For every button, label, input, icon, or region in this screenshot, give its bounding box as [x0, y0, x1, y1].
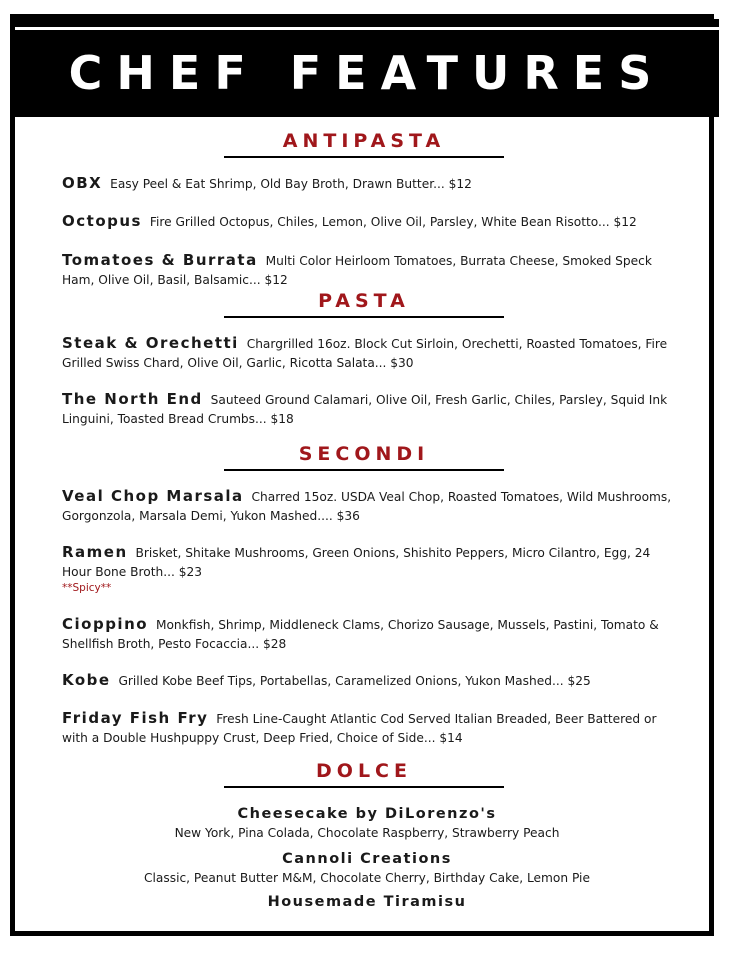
item-description: Brisket, Shitake Mushrooms, Green Onions, Shishito Peppers, Micro Cilantro, Egg, 24 Hour Bone Broth... $23 — [62, 546, 651, 579]
dessert-name: Cheesecake by DiLorenzo's — [237, 806, 497, 822]
item-description: Monkfish, Shrimp, Middleneck Clams, Chorizo Sausage, Mussels, Pastini, Tomato & Shellfish Broth, Pesto Focaccia... $28 — [62, 618, 659, 651]
menu-item — [62, 390, 672, 429]
item-name: Tomatoes & Burrata — [62, 251, 258, 269]
dessert-item — [60, 849, 674, 887]
dessert-item — [60, 892, 674, 912]
section-title-secondi: SECONDI — [224, 443, 504, 471]
item-name: Veal Chop Marsala — [62, 487, 244, 505]
menu-item — [62, 709, 672, 748]
section-title-pasta: PASTA — [224, 290, 504, 318]
item-description: Grilled Kobe Beef Tips, Portabellas, Caramelized Onions, Yukon Mashed... $25 — [118, 674, 591, 688]
item-description: Charred 15oz. USDA Veal Chop, Roasted Tomatoes, Wild Mushrooms, Gorgonzola, Marsala Demi, Yukon Mashed.... $36 — [62, 490, 672, 523]
item-name: Friday Fish Fry — [62, 709, 209, 727]
menu-item — [62, 251, 672, 290]
dessert-description: New York, Pina Colada, Chocolate Raspberry, Strawberry Peach — [174, 826, 560, 840]
dessert-description: Classic, Peanut Butter M&M, Chocolate Cherry, Birthday Cake, Lemon Pie — [144, 871, 590, 885]
dessert-name: Cannoli Creations — [282, 851, 452, 867]
item-description: Fire Grilled Octopus, Chiles, Lemon, Olive Oil, Parsley, White Bean Risotto... $12 — [149, 215, 637, 229]
item-name: OBX — [62, 174, 103, 192]
item-description: Chargrilled 16oz. Block Cut Sirloin, Orechetti, Roasted Tomatoes, Fire Grilled Swiss Chard, Olive Oil, Garlic, Ricotta Salata... $30 — [62, 337, 668, 370]
page-title: CHEF FEATURES — [68, 46, 666, 100]
menu-item — [62, 174, 672, 194]
item-description: Sauteed Ground Calamari, Olive Oil, Fresh Garlic, Chiles, Parsley, Squid Ink Linguini, Toasted Bread Crumbs... $18 — [62, 393, 668, 426]
item-name: The North End — [62, 390, 203, 408]
item-description: Easy Peel & Eat Shrimp, Old Bay Broth, Drawn Butter... $12 — [110, 177, 472, 191]
dessert-item — [60, 804, 674, 842]
section-title-antipasta: ANTIPASTA — [224, 130, 504, 158]
item-name: Steak & Orechetti — [62, 334, 239, 352]
menu-item — [62, 212, 672, 232]
item-description: Fresh Line-Caught Atlantic Cod Served Italian Breaded, Beer Battered or with a Double Hushpuppy Crust, Deep Fried, Choice of Side... $14 — [62, 712, 657, 745]
item-name: Octopus — [62, 212, 142, 230]
item-name: Cioppino — [62, 615, 149, 633]
spicy-note: **Spicy** — [62, 582, 112, 594]
menu-item — [62, 543, 672, 595]
menu-item — [62, 615, 672, 654]
item-name: Ramen — [62, 543, 128, 561]
menu-item — [62, 671, 672, 691]
item-name: Kobe — [62, 671, 111, 689]
menu-item — [62, 334, 672, 373]
item-description: Multi Color Heirloom Tomatoes, Burrata Cheese, Smoked Speck Ham, Olive Oil, Basil, Balsamic... $12 — [62, 254, 652, 287]
header-rule — [15, 27, 719, 30]
dessert-name: Housemade Tiramisu — [267, 894, 467, 910]
section-title-dolce: DOLCE — [224, 760, 504, 788]
menu-header — [15, 19, 719, 117]
menu-item — [62, 487, 672, 526]
